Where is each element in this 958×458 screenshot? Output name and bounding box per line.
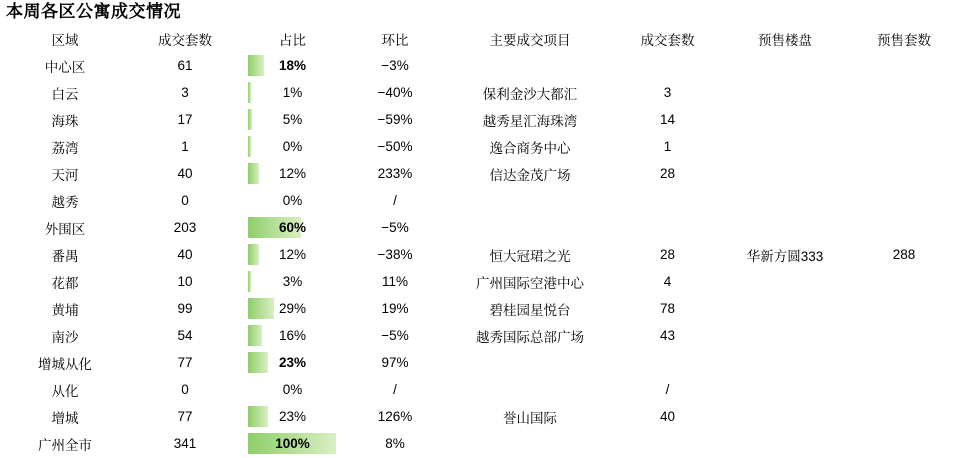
cell-mom: 8% (385, 436, 405, 451)
cell-project-deals: 78 (659, 301, 676, 316)
share-value: 3% (282, 274, 303, 289)
cell-deals: 0 (181, 193, 189, 208)
column-header-deals: 成交套数 (158, 32, 212, 48)
cell-share (240, 241, 345, 268)
cell-project-deals (615, 214, 720, 241)
share-value: 23% (278, 355, 307, 370)
cell-share (240, 268, 345, 295)
share-value: 0% (282, 382, 303, 397)
cell-project: 誉山国际 (503, 410, 557, 426)
cell-project (445, 376, 615, 403)
cell-deals: 40 (177, 166, 193, 181)
cell-mom: −5% (381, 328, 409, 343)
cell-project: 越秀国际总部广场 (476, 329, 584, 345)
cell-mom: 97% (381, 355, 409, 370)
cell-share (240, 403, 345, 430)
cell-mom: / (393, 193, 397, 208)
cell-project (445, 349, 615, 376)
cell-project-deals: 43 (659, 328, 676, 343)
cell-share (240, 214, 345, 241)
cell-mom: −38% (377, 247, 413, 262)
share-data-bar (248, 325, 262, 346)
share-data-bar (248, 163, 259, 184)
cell-project (445, 430, 615, 457)
cell-share (240, 79, 345, 106)
deals-table (0, 25, 958, 457)
share-data-bar (248, 82, 251, 103)
cell-deals: 77 (177, 355, 193, 370)
cell-deals: 17 (177, 112, 193, 127)
cell-mom: / (393, 382, 397, 397)
share-data-bar (248, 298, 274, 319)
cell-share (240, 376, 345, 403)
cell-project-deals (615, 430, 720, 457)
cell-share (240, 106, 345, 133)
table-header-row (0, 25, 958, 52)
cell-area: 南沙 (51, 329, 79, 345)
share-value: 0% (282, 193, 303, 208)
cell-project: 越秀星汇海珠湾 (482, 113, 578, 129)
cell-presale-units: 288 (892, 247, 916, 262)
cell-area: 花都 (51, 275, 79, 291)
cell-deals: 3 (181, 85, 189, 100)
share-value: 12% (278, 247, 307, 262)
share-value: 5% (282, 112, 303, 127)
cell-area: 黄埔 (51, 302, 79, 318)
cell-area: 天河 (51, 167, 79, 183)
table-row-group (0, 52, 958, 79)
column-header-project-deals: 成交套数 (640, 32, 695, 48)
cell-mom: −3% (381, 58, 409, 73)
cell-share (240, 187, 345, 214)
cell-deals: 61 (177, 58, 193, 73)
cell-project: 信达金茂广场 (489, 167, 571, 183)
cell-project-deals: 28 (659, 166, 676, 181)
share-data-bar (248, 406, 268, 427)
share-value: 23% (278, 409, 307, 424)
cell-project: 恒大冠珺之光 (489, 248, 571, 264)
share-value: 60% (278, 220, 307, 235)
cell-mom: −40% (377, 85, 413, 100)
cell-area: 白云 (51, 86, 79, 102)
cell-deals: 203 (173, 220, 197, 235)
cell-project (445, 52, 615, 79)
cell-share (240, 295, 345, 322)
cell-area: 广州全市 (38, 437, 92, 453)
cell-area: 越秀 (51, 194, 79, 210)
cell-deals: 0 (181, 382, 189, 397)
share-data-bar (248, 55, 264, 76)
share-data-bar (248, 244, 259, 265)
cell-presale-project: 华新方圆333 (746, 248, 824, 264)
cell-project-deals: / (665, 382, 670, 397)
share-value: 100% (275, 436, 310, 451)
column-header-mom: 环比 (381, 32, 409, 48)
cell-deals: 77 (177, 409, 193, 424)
column-header-project: 主要成交项目 (489, 32, 571, 48)
cell-project-deals (615, 187, 720, 214)
cell-project-deals (615, 349, 720, 376)
column-header-area: 区域 (51, 32, 79, 48)
share-value: 16% (278, 328, 307, 343)
cell-mom: 126% (377, 409, 413, 424)
cell-share (240, 349, 345, 376)
cell-mom: 19% (381, 301, 409, 316)
cell-share (240, 430, 345, 457)
cell-project-deals: 28 (659, 247, 676, 262)
share-data-bar (248, 352, 268, 373)
share-value: 1% (282, 85, 303, 100)
cell-project-deals: 1 (663, 139, 672, 154)
share-value: 0% (282, 139, 303, 154)
share-data-bar (248, 136, 251, 157)
cell-share (240, 133, 345, 160)
cell-area: 中心区 (44, 59, 86, 75)
cell-deals: 1 (181, 139, 189, 154)
cell-deals: 40 (177, 247, 193, 262)
cell-mom: −50% (377, 139, 413, 154)
table-body (0, 52, 958, 457)
share-value: 29% (278, 301, 307, 316)
cell-mom: −59% (377, 112, 413, 127)
cell-project-deals: 40 (659, 409, 676, 424)
cell-mom: −5% (381, 220, 409, 235)
cell-area: 海珠 (51, 113, 79, 129)
share-data-bar (248, 271, 251, 292)
cell-share (240, 52, 345, 79)
cell-project: 逸合商务中心 (489, 140, 571, 156)
cell-project (445, 214, 615, 241)
share-value: 12% (278, 166, 307, 181)
cell-project-deals (615, 52, 720, 79)
cell-project-deals: 4 (663, 274, 672, 289)
cell-project: 广州国际空港中心 (476, 275, 584, 291)
cell-project: 保利金沙大都汇 (482, 86, 578, 102)
column-header-presale-project: 预售楼盘 (758, 32, 812, 48)
column-header-share: 占比 (279, 32, 306, 48)
share-data-bar (248, 109, 252, 130)
cell-project-deals: 14 (659, 112, 676, 127)
cell-deals: 341 (173, 436, 197, 451)
cell-area: 增城从化 (38, 356, 92, 372)
cell-project (445, 187, 615, 214)
cell-area: 增城 (51, 410, 79, 426)
cell-share (240, 160, 345, 187)
cell-deals: 54 (177, 328, 193, 343)
share-value: 18% (278, 58, 307, 73)
cell-project-deals: 3 (663, 85, 672, 100)
column-header-presale-units: 预售套数 (877, 32, 931, 48)
cell-share (240, 322, 345, 349)
cell-area: 从化 (51, 383, 79, 399)
page-title: 本周各区公寓成交情况 (6, 2, 181, 21)
cell-deals: 10 (177, 274, 193, 289)
cell-area: 番禺 (51, 248, 79, 264)
cell-project: 碧桂园星悦台 (489, 302, 571, 318)
cell-deals: 99 (177, 301, 193, 316)
cell-area: 外围区 (44, 221, 86, 237)
cell-mom: 233% (377, 166, 413, 181)
cell-area: 荔湾 (51, 140, 79, 156)
cell-mom: 11% (381, 274, 409, 289)
